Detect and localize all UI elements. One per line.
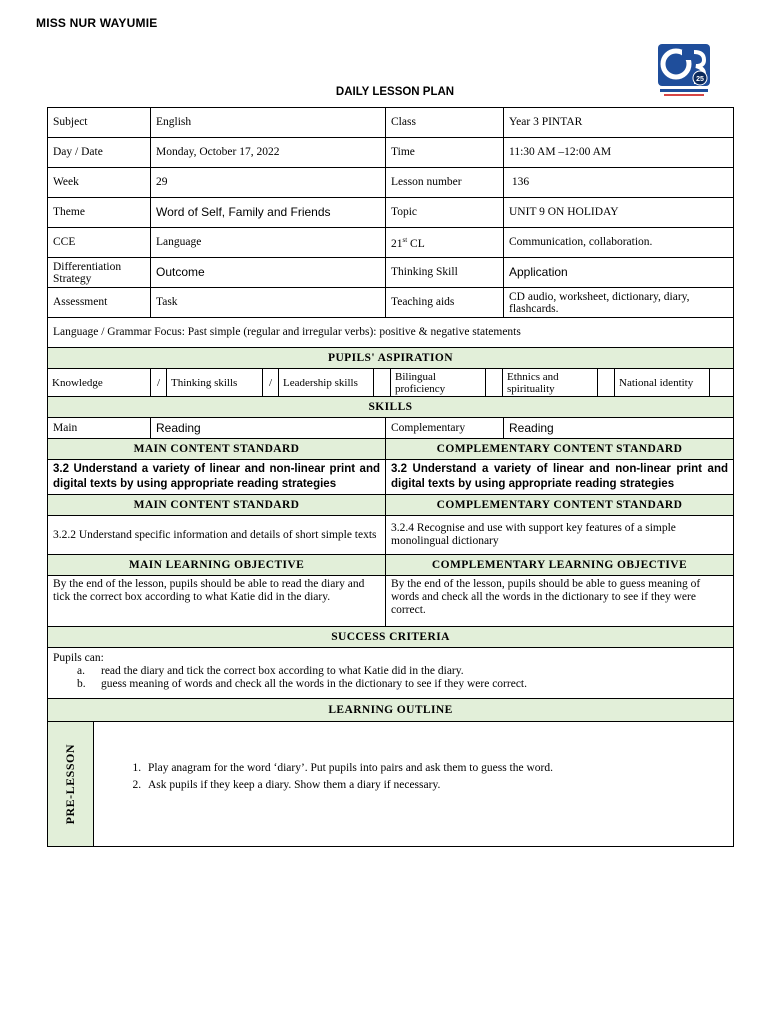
skills-main-label: Main xyxy=(48,418,151,439)
learning-standard-row xyxy=(48,516,734,555)
class-label: Class xyxy=(386,108,504,138)
aspiration-table xyxy=(47,368,734,397)
cl-label-text: CL xyxy=(407,237,425,250)
comp-content-standard: 3.2 Understand a variety of linear and non-linear print and digital texts by using appropriate reading strategies xyxy=(386,460,734,495)
learning-outline-header: LEARNING OUTLINE xyxy=(48,699,734,722)
learning-standard-header-row xyxy=(48,495,734,516)
date-label: Day / Date xyxy=(48,138,151,168)
success-criterion-a xyxy=(77,665,728,678)
main-learning-standard: 3.2.2 Understand specific information and details of short simple texts xyxy=(48,516,386,555)
date-value: Monday, October 17, 2022 xyxy=(151,138,386,168)
main-learning-standard-header: MAIN CONTENT STANDARD xyxy=(48,495,386,516)
lesson-plan-sheet xyxy=(47,107,734,847)
cl-label-number: 21 xyxy=(391,237,403,250)
main-objective-header: MAIN LEARNING OBJECTIVE xyxy=(48,555,386,576)
week-value: 29 xyxy=(151,168,386,198)
subject-label: Subject xyxy=(48,108,151,138)
topic-value: UNIT 9 ON HOLIDAY xyxy=(504,198,734,228)
main-content-standard: 3.2 Understand a variety of linear and non-linear print and digital texts by using appropriate reading strategies xyxy=(48,460,386,495)
info-row-theme xyxy=(48,198,734,228)
lesson-number-label: Lesson number xyxy=(386,168,504,198)
pre-lesson-step-1: 1. Play anagram for the word ‘diary’. Put pupils into pairs and ask them to guess the word. xyxy=(144,762,728,775)
assessment-value: Task xyxy=(151,288,386,318)
criterion-a-text: read the diary and tick the correct box according to what Katie did in the diary. xyxy=(101,665,464,677)
skills-header: SKILLS xyxy=(48,397,734,418)
differentiation-value: Outcome xyxy=(151,258,386,288)
document-title: DAILY LESSON PLAN xyxy=(335,86,455,98)
teaching-aids-value: CD audio, worksheet, dictionary, diary, flashcards. xyxy=(504,288,734,318)
cl-label-suffix: st xyxy=(402,236,408,245)
aspiration-knowledge: Knowledge xyxy=(48,369,151,397)
teacher-name: MISS NUR WAYUMIE xyxy=(36,16,158,30)
main-objective: By the end of the lesson, pupils should be able to read the diary and tick the correct box according to what Katie did in the diary. xyxy=(48,576,386,627)
info-row-subject xyxy=(48,108,734,138)
pre-lesson-steps-cell xyxy=(94,722,734,847)
comp-learning-standard-header: COMPLEMENTARY CONTENT STANDARD xyxy=(386,495,734,516)
skills-comp-label: Complementary xyxy=(386,418,504,439)
aspiration-national: National identity xyxy=(615,369,710,397)
class-value: Year 3 PINTAR xyxy=(504,108,734,138)
theme-label: Theme xyxy=(48,198,151,228)
content-standard-header-row xyxy=(48,439,734,460)
skills-header-row xyxy=(48,397,734,418)
criterion-b-marker: b. xyxy=(77,678,86,690)
success-criterion-b xyxy=(77,678,728,691)
main-content-standard-header: MAIN CONTENT STANDARD xyxy=(48,439,386,460)
learning-outline-table xyxy=(47,721,734,847)
theme-value: Word of Self, Family and Friends xyxy=(151,198,386,228)
comp-learning-standard: 3.2.4 Recognise and use with support key features of a simple monolingual dictionary xyxy=(386,516,734,555)
lesson-number-text: 136 xyxy=(511,176,530,188)
pre-lesson-step-2: 2. Ask pupils if they keep a diary. Show them a diary if necessary. xyxy=(144,779,728,792)
objective-header-row xyxy=(48,555,734,576)
aspiration-ethics: Ethnics and spirituality xyxy=(503,369,598,397)
lesson-number-value xyxy=(504,168,734,198)
aspiration-ethics-mark xyxy=(598,369,615,397)
aspiration-leadership-mark xyxy=(374,369,391,397)
info-row-week xyxy=(48,168,734,198)
aspiration-knowledge-mark: / xyxy=(151,369,167,397)
learning-outline-header-row xyxy=(48,699,734,722)
cce-label: CCE xyxy=(48,228,151,258)
week-label: Week xyxy=(48,168,151,198)
content-standard-row xyxy=(48,460,734,495)
lesson-info-table xyxy=(47,107,734,369)
subject-value: English xyxy=(151,108,386,138)
cl-label xyxy=(386,228,504,258)
assessment-label: Assessment xyxy=(48,288,151,318)
success-criteria-list xyxy=(53,665,728,691)
success-criteria-header: SUCCESS CRITERIA xyxy=(48,627,734,648)
grammar-focus: Language / Grammar Focus: Past simple (regular and irregular verbs): positive & negative statements xyxy=(48,318,734,348)
success-criteria-body xyxy=(48,648,734,699)
standards-table xyxy=(47,396,734,722)
aspiration-leadership: Leadership skills xyxy=(279,369,374,397)
criterion-b-text: guess meaning of words and check all the words in the dictionary to see if they were correct. xyxy=(101,678,527,690)
comp-objective-header: COMPLEMENTARY LEARNING OBJECTIVE xyxy=(386,555,734,576)
pre-lesson-row xyxy=(48,722,734,847)
time-value: 11:30 AM –12:00 AM xyxy=(504,138,734,168)
info-row-cce xyxy=(48,228,734,258)
time-label: Time xyxy=(386,138,504,168)
skills-row xyxy=(48,418,734,439)
info-row-date xyxy=(48,138,734,168)
info-row-assessment xyxy=(48,288,734,318)
skills-comp-value: Reading xyxy=(504,418,734,439)
aspiration-header: PUPILS' ASPIRATION xyxy=(48,348,734,369)
criterion-a-marker: a. xyxy=(77,665,85,677)
cce-value: Language xyxy=(151,228,386,258)
objective-row xyxy=(48,576,734,627)
aspiration-header-row xyxy=(48,348,734,369)
success-criteria-intro: Pupils can: xyxy=(53,652,104,664)
info-row-differentiation xyxy=(48,258,734,288)
success-criteria-header-row xyxy=(48,627,734,648)
differentiation-label: Differentiation Strategy xyxy=(48,258,151,288)
thinking-skill-label: Thinking Skill xyxy=(386,258,504,288)
cl-value: Communication, collaboration. xyxy=(504,228,734,258)
pre-lesson-stage-label: PRE-LESSON xyxy=(63,743,77,825)
comp-content-standard-header: COMPLEMENTARY CONTENT STANDARD xyxy=(386,439,734,460)
aspiration-bilingual: Bilingual proficiency xyxy=(391,369,486,397)
aspiration-thinking: Thinking skills xyxy=(167,369,263,397)
aspiration-bilingual-mark xyxy=(486,369,503,397)
grammar-focus-row xyxy=(48,318,734,348)
skills-main-value: Reading xyxy=(151,418,386,439)
pre-lesson-stage-cell xyxy=(48,722,94,847)
aspiration-row xyxy=(48,369,734,397)
comp-objective: By the end of the lesson, pupils should be able to guess meaning of words and check all the words in the dictionary to see if they were correct. xyxy=(386,576,734,627)
aspiration-national-mark xyxy=(710,369,734,397)
success-criteria-row xyxy=(48,648,734,699)
pre-lesson-steps xyxy=(122,762,728,792)
teaching-aids-label: Teaching aids xyxy=(386,288,504,318)
logo-badge: 25 xyxy=(696,76,704,83)
topic-label: Topic xyxy=(386,198,504,228)
thinking-skill-value: Application xyxy=(504,258,734,288)
aspiration-thinking-mark: / xyxy=(263,369,279,397)
